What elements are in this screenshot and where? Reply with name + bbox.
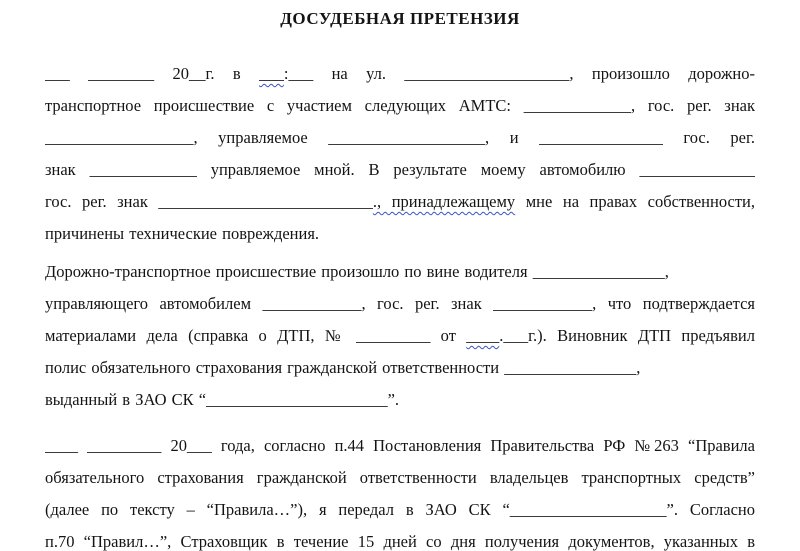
text-segment: транспортное происшествие с участием следующих АМТС: _____________, гос. рег. знак [45,96,755,115]
document-line [45,384,755,416]
document-body [45,58,755,551]
text-segment: Дорожно-транспортное происшествие произошло по вине водителя ________________, [45,262,669,281]
text-segment: управляющего автомобилем ____________, гос. рег. знак ____________, что подтверждается [45,294,755,313]
text-segment: :___ на ул. ____________________, произошло дорожно- [283,64,755,83]
spellcheck-marked-text: ., принадлежащему [372,192,516,211]
document-line [45,352,755,384]
document-line [45,462,755,494]
text-segment: выданный в ЗАО СК “______________________”. [45,390,400,409]
paragraph-incident [45,58,755,250]
document-line [45,186,755,218]
document-line [45,58,755,90]
text-segment: обязательного страхования гражданской ответственности владельцев транспортных средств” [45,468,755,487]
spellcheck-marked-text: ___ [259,64,284,83]
document-line [45,526,755,551]
text-segment: (далее по тексту – “Правила…”), я передал в ЗАО СК “___________________”. Согласно [45,500,755,519]
document-line [45,430,755,462]
text-segment: знак _____________ управляемое мной. В результате моему автомобилю ______________ [45,160,755,179]
paragraph-fault [45,256,755,416]
text-segment: ___ ________ 20__г. в [45,64,260,83]
spellcheck-marked-text: ____ [466,326,500,345]
text-segment: ____ _________ 20___ года, согласно п.44 Постановления Правительства РФ №263 “Правила [45,436,755,455]
document-line [45,288,755,320]
text-segment: п.70 “Правил…”, Страховщик в течение 15 дней со дня получения документов, указанных в [45,532,755,551]
document-line [45,154,755,186]
document-title: ДОСУДЕБНАЯ ПРЕТЕНЗИЯ [280,9,520,28]
text-segment: материалами дела (справка о ДТП, № _________ от [45,326,467,345]
document-line [45,122,755,154]
document-line [45,256,755,288]
text-segment: .___г.). Виновник ДТП предъявил [499,326,755,345]
text-segment: гос. рег. знак __________________________ [45,192,373,211]
document-line [45,218,755,250]
text-segment: мне на правах собственности, [515,192,755,211]
paragraph-claim [45,430,755,551]
document-line [45,90,755,122]
document-line [45,494,755,526]
document-line [45,320,755,352]
text-segment: полис обязательного страхования гражданской ответственности ________________, [45,358,641,377]
text-segment: __________________, управляемое ___________________, и _______________ гос. рег. [45,128,755,147]
text-segment: причинены технические повреждения. [45,224,320,243]
